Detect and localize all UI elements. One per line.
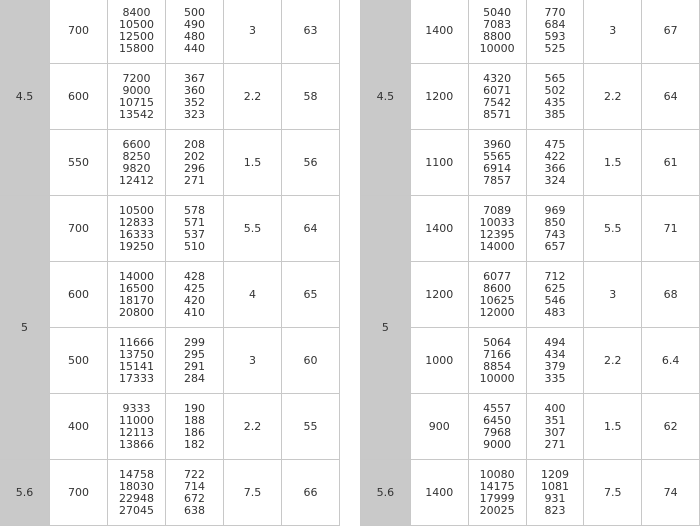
- flow-value: 8800: [483, 29, 512, 43]
- pressure-cell: [166, 130, 224, 196]
- pressure-value: 296: [184, 161, 205, 175]
- flow-value: 20800: [119, 305, 154, 319]
- speed-cell: 700: [50, 196, 108, 262]
- flow-value: 8854: [483, 359, 512, 373]
- power-cell: 2.2: [584, 328, 642, 394]
- power-cell: 2.2: [224, 394, 282, 460]
- flow-value: 10000: [479, 41, 515, 55]
- table-row: [361, 460, 700, 526]
- flow-value: 4320: [483, 71, 512, 85]
- speed-cell: 500: [50, 328, 108, 394]
- noise-cell: 6.4: [642, 328, 700, 394]
- flow-value: 10625: [479, 293, 515, 307]
- pressure-value: 422: [544, 149, 566, 163]
- pressure-cell: [166, 0, 224, 64]
- model-cell: 5: [361, 196, 411, 460]
- pressure-value: 823: [544, 503, 566, 517]
- flow-value: 15141: [119, 359, 154, 373]
- pressure-value: 440: [184, 41, 205, 55]
- flow-cell: [468, 64, 526, 130]
- noise-cell: 71: [642, 196, 700, 262]
- pressure-cell: [526, 328, 584, 394]
- speed-cell: 1400: [410, 0, 468, 64]
- flow-value: 12000: [479, 305, 515, 319]
- table-row: [0, 394, 340, 460]
- flow-value: 14758: [119, 467, 154, 481]
- pressure-value: 684: [544, 17, 566, 31]
- pressure-value: 323: [184, 107, 205, 121]
- flow-value: 6071: [483, 83, 512, 97]
- flow-value: 7200: [122, 71, 151, 85]
- pressure-value: 502: [544, 83, 566, 97]
- noise-cell: 56: [282, 130, 340, 196]
- table-row: [0, 196, 340, 262]
- table-row: [361, 0, 700, 64]
- flow-cell: [468, 0, 526, 64]
- pressure-value: 714: [184, 479, 205, 493]
- pressure-value: 182: [184, 437, 205, 451]
- pressure-value: 537: [184, 227, 205, 241]
- pressure-value: 494: [544, 335, 566, 349]
- spec-table-left: [0, 0, 340, 526]
- flow-cell: [108, 262, 166, 328]
- model-cell: 5: [0, 196, 50, 460]
- flow-value: 27045: [119, 503, 154, 517]
- table-row: [361, 64, 700, 130]
- pressure-cell: [166, 394, 224, 460]
- flow-value: 6600: [122, 137, 151, 151]
- speed-cell: 550: [50, 130, 108, 196]
- flow-value: 17333: [119, 371, 154, 385]
- pressure-cell: [166, 262, 224, 328]
- table-row: [0, 328, 340, 394]
- power-cell: 2.2: [584, 64, 642, 130]
- model-cell: 5.6: [361, 460, 411, 526]
- speed-cell: 700: [50, 0, 108, 64]
- pressure-value: 335: [544, 371, 566, 385]
- speed-cell: 1000: [410, 328, 468, 394]
- table-row: [361, 196, 700, 262]
- pressure-value: 770: [544, 5, 566, 19]
- noise-cell: 55: [282, 394, 340, 460]
- pressure-value: 425: [184, 281, 205, 295]
- flow-value: 15800: [119, 41, 154, 55]
- table-row: [361, 262, 700, 328]
- power-cell: 1.5: [224, 130, 282, 196]
- speed-cell: 1400: [410, 460, 468, 526]
- flow-value: 11000: [119, 413, 154, 427]
- pressure-value: 284: [184, 371, 205, 385]
- pressure-value: 186: [184, 425, 205, 439]
- flow-value: 4557: [483, 401, 512, 415]
- power-cell: 7.5: [584, 460, 642, 526]
- noise-cell: 63: [282, 0, 340, 64]
- pressure-value: 435: [544, 95, 566, 109]
- flow-value: 14000: [479, 239, 515, 253]
- table-row: [361, 328, 700, 394]
- pressure-cell: [526, 196, 584, 262]
- flow-cell: [468, 328, 526, 394]
- pressure-value: 743: [544, 227, 566, 241]
- flow-value: 17999: [479, 491, 515, 505]
- flow-value: 10080: [479, 467, 515, 481]
- speed-cell: 600: [50, 64, 108, 130]
- pressure-value: 480: [184, 29, 205, 43]
- noise-cell: 58: [282, 64, 340, 130]
- flow-value: 7542: [483, 95, 512, 109]
- power-cell: 7.5: [224, 460, 282, 526]
- pressure-value: 299: [184, 335, 205, 349]
- pressure-value: 352: [184, 95, 205, 109]
- pressure-value: 360: [184, 83, 205, 97]
- table-row: [361, 130, 700, 196]
- flow-cell: [468, 130, 526, 196]
- noise-cell: 65: [282, 262, 340, 328]
- pressure-cell: [526, 64, 584, 130]
- noise-cell: 62: [642, 394, 700, 460]
- pressure-value: 324: [544, 173, 566, 187]
- flow-cell: [108, 196, 166, 262]
- pressure-value: 366: [544, 161, 566, 175]
- pressure-value: 1209: [540, 467, 569, 481]
- pressure-value: 593: [544, 29, 566, 43]
- pressure-value: 672: [184, 491, 205, 505]
- flow-value: 6077: [483, 269, 512, 283]
- pressure-value: 188: [184, 413, 205, 427]
- noise-cell: 60: [282, 328, 340, 394]
- pressure-value: 410: [184, 305, 205, 319]
- flow-cell: [468, 394, 526, 460]
- noise-cell: 74: [642, 460, 700, 526]
- table-row: [361, 394, 700, 460]
- speed-cell: 600: [50, 262, 108, 328]
- pressure-cell: [526, 394, 584, 460]
- flow-value: 12395: [479, 227, 515, 241]
- flow-value: 19250: [119, 239, 154, 253]
- flow-value: 12412: [119, 173, 154, 187]
- pressure-value: 475: [544, 137, 566, 151]
- flow-cell: [108, 0, 166, 64]
- flow-value: 5565: [483, 149, 512, 163]
- model-cell: 4.5: [361, 0, 411, 196]
- flow-value: 14000: [119, 269, 154, 283]
- power-cell: 3: [584, 262, 642, 328]
- pressure-value: 722: [184, 467, 205, 481]
- speed-cell: 1200: [410, 64, 468, 130]
- flow-value: 18170: [119, 293, 154, 307]
- pressure-value: 483: [544, 305, 566, 319]
- pressure-value: 190: [184, 401, 205, 415]
- flow-value: 8250: [122, 149, 151, 163]
- pressure-value: 969: [544, 203, 566, 217]
- pressure-value: 931: [544, 491, 566, 505]
- speed-cell: 1400: [410, 196, 468, 262]
- pressure-value: 271: [184, 173, 205, 187]
- noise-cell: 67: [642, 0, 700, 64]
- flow-value: 20025: [479, 503, 515, 517]
- pressure-value: 434: [544, 347, 566, 361]
- noise-cell: 64: [282, 196, 340, 262]
- flow-value: 13542: [119, 107, 154, 121]
- flow-cell: [468, 262, 526, 328]
- flow-value: 7968: [483, 425, 512, 439]
- table-row: [0, 0, 340, 64]
- power-cell: 3: [224, 328, 282, 394]
- flow-value: 9820: [122, 161, 151, 175]
- pressure-value: 295: [184, 347, 205, 361]
- pressure-value: 500: [184, 5, 205, 19]
- flow-value: 3960: [483, 137, 512, 151]
- pressure-value: 525: [544, 41, 566, 55]
- pressure-value: 712: [544, 269, 566, 283]
- flow-cell: [108, 460, 166, 526]
- flow-value: 10033: [479, 215, 515, 229]
- flow-cell: [108, 64, 166, 130]
- pressure-value: 291: [184, 359, 205, 373]
- speed-cell: 700: [50, 460, 108, 526]
- table-row: [0, 64, 340, 130]
- flow-value: 14175: [479, 479, 515, 493]
- flow-value: 13866: [119, 437, 154, 451]
- flow-value: 12833: [119, 215, 154, 229]
- flow-value: 8600: [483, 281, 512, 295]
- table-row: [0, 130, 340, 196]
- flow-value: 9333: [122, 401, 151, 415]
- spec-table-right: [360, 0, 700, 526]
- pressure-value: 571: [184, 215, 205, 229]
- pressure-value: 490: [184, 17, 205, 31]
- flow-value: 10500: [119, 17, 154, 31]
- flow-cell: [108, 394, 166, 460]
- pressure-cell: [526, 0, 584, 64]
- pressure-value: 271: [544, 437, 566, 451]
- pressure-value: 385: [544, 107, 566, 121]
- power-cell: 1.5: [584, 394, 642, 460]
- noise-cell: 66: [282, 460, 340, 526]
- flow-cell: [468, 196, 526, 262]
- pressure-value: 351: [544, 413, 566, 427]
- pressure-value: 657: [544, 239, 566, 253]
- flow-value: 12113: [119, 425, 154, 439]
- pressure-value: 428: [184, 269, 205, 283]
- flow-cell: [108, 328, 166, 394]
- pressure-value: 420: [184, 293, 205, 307]
- flow-value: 7857: [483, 173, 512, 187]
- flow-value: 5040: [483, 5, 512, 19]
- noise-cell: 64: [642, 64, 700, 130]
- pressure-cell: [526, 460, 584, 526]
- flow-value: 10715: [119, 95, 154, 109]
- flow-value: 5064: [483, 335, 512, 349]
- flow-value: 8400: [122, 5, 151, 19]
- flow-value: 12500: [119, 29, 154, 43]
- flow-cell: [108, 130, 166, 196]
- pressure-value: 307: [544, 425, 566, 439]
- table-row: [0, 460, 340, 526]
- flow-value: 10500: [119, 203, 154, 217]
- flow-value: 8571: [483, 107, 512, 121]
- pressure-value: 208: [184, 137, 205, 151]
- pressure-value: 202: [184, 149, 205, 163]
- flow-value: 16500: [119, 281, 154, 295]
- flow-value: 6450: [483, 413, 512, 427]
- flow-value: 9000: [483, 437, 512, 451]
- flow-value: 11666: [119, 335, 154, 349]
- model-cell: 4.5: [0, 0, 50, 196]
- pressure-cell: [166, 460, 224, 526]
- power-cell: 2.2: [224, 64, 282, 130]
- pressure-value: 400: [544, 401, 566, 415]
- flow-value: 7089: [483, 203, 512, 217]
- power-cell: 5.5: [224, 196, 282, 262]
- speed-cell: 400: [50, 394, 108, 460]
- pressure-value: 850: [544, 215, 566, 229]
- pressure-value: 1081: [540, 479, 569, 493]
- flow-value: 22948: [119, 491, 154, 505]
- pressure-value: 379: [544, 359, 566, 373]
- speed-cell: 900: [410, 394, 468, 460]
- flow-value: 9000: [122, 83, 151, 97]
- flow-value: 6914: [483, 161, 512, 175]
- pressure-value: 625: [544, 281, 566, 295]
- pressure-value: 510: [184, 239, 205, 253]
- flow-value: 18030: [119, 479, 154, 493]
- flow-cell: [468, 460, 526, 526]
- pressure-value: 578: [184, 203, 205, 217]
- flow-value: 7166: [483, 347, 512, 361]
- noise-cell: 68: [642, 262, 700, 328]
- pressure-value: 546: [544, 293, 566, 307]
- power-cell: 4: [224, 262, 282, 328]
- table-row: [0, 262, 340, 328]
- flow-value: 16333: [119, 227, 154, 241]
- pressure-cell: [166, 64, 224, 130]
- pressure-cell: [166, 328, 224, 394]
- speed-cell: 1100: [410, 130, 468, 196]
- flow-value: 7083: [483, 17, 512, 31]
- power-cell: 1.5: [584, 130, 642, 196]
- flow-value: 13750: [119, 347, 154, 361]
- pressure-cell: [526, 130, 584, 196]
- flow-value: 10000: [479, 371, 515, 385]
- power-cell: 5.5: [584, 196, 642, 262]
- speed-cell: 1200: [410, 262, 468, 328]
- pressure-value: 367: [184, 71, 205, 85]
- pressure-value: 638: [184, 503, 205, 517]
- pressure-cell: [526, 262, 584, 328]
- pressure-cell: [166, 196, 224, 262]
- power-cell: 3: [224, 0, 282, 64]
- noise-cell: 61: [642, 130, 700, 196]
- pressure-value: 565: [544, 71, 566, 85]
- model-cell: 5.6: [0, 460, 50, 526]
- power-cell: 3: [584, 0, 642, 64]
